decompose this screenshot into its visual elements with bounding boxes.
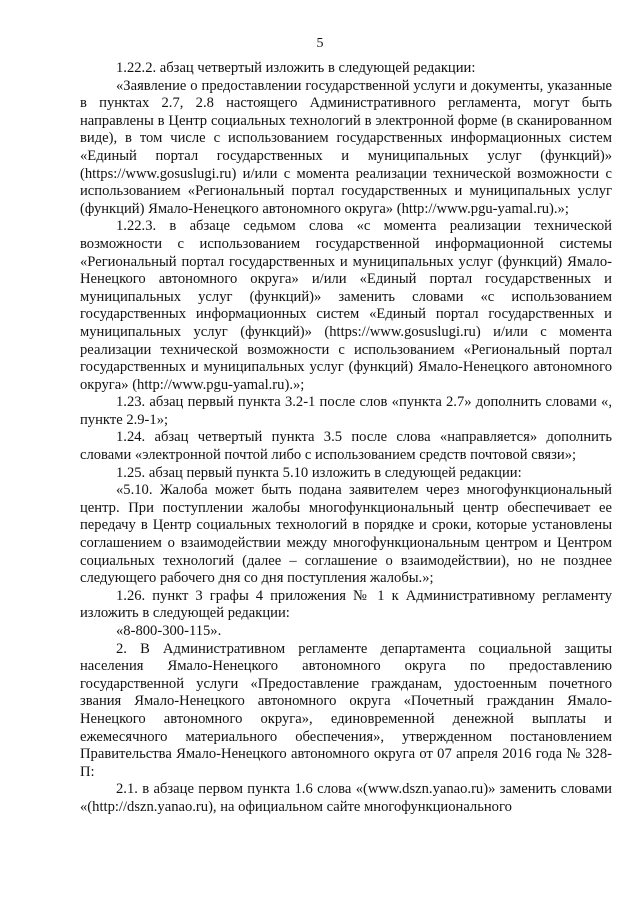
paragraph-5-10-quote: «5.10. Жалоба может быть подана заявителем через многофункциональный центр. При поступлении жалобы многофункциональный центр обеспечивает ее передачу в Центр социальных технологий в порядке и сроки, которые установлены соглашением о взаимодействии между многофункциональным центром и Центром социальных технологий (далее – соглашение о взаимодействии), но не позднее следующего рабочего дня со дня поступления жалобы.»; <box>80 482 612 587</box>
paragraph-1-24: 1.24. абзац четвертый пункта 3.5 после слова «направляется» дополнить словами «электронной почтой либо с использованием средств почтовой связи»; <box>80 429 612 464</box>
document-body <box>80 60 612 817</box>
paragraph-application-quote: «Заявление о предоставлении государственной услуги и документы, указанные в пунктах 2.7, 2.8 настоящего Административного регламента, могут быть направлены в Центр социальных технологий в электронной форме (в сканированном виде), в том числе с использованием государственных информационных систем «Единый портал государственных и муниципальных услуг (функций)» (https://www.gosuslugi.ru) и/или с момента реализации технической возможности с использованием «Региональный портал государственных и муниципальных услуг (функций) Ямало-Ненецкого автономного округа» (http://www.pgu-yamal.ru).»; <box>80 77 612 217</box>
paragraph-2: 2. В Административном регламенте департамента социальной защиты населения Ямало-Ненецкого автономного округа по предоставлению государственной услуги «Предоставление гражданам, удостоенным почетного звания Ямало-Ненецкого автономного округа «Почетный гражданин Ямало-Ненецкого автономного округа», единовременной денежной выплаты и ежемесячного материального обеспечения», утвержденном постановлением Правительства Ямало-Ненецкого автономного округа от 07 апреля 2016 года № 328-П: <box>80 640 612 780</box>
paragraph-1-23: 1.23. абзац первый пункта 3.2-1 после слов «пункта 2.7» дополнить словами «, пункте 2.9-1»; <box>80 394 612 428</box>
paragraph-1-22-2: 1.22.2. абзац четвертый изложить в следующей редакции: <box>116 60 476 76</box>
paragraph-1-26: 1.26. пункт 3 графы 4 приложения № 1 к Административному регламенту изложить в следующей редакции: <box>80 587 612 622</box>
paragraph-phone-quote: «8-800-300-115». <box>116 623 222 639</box>
page-number: 5 <box>316 36 324 51</box>
paragraph-1-25: 1.25. абзац первый пункта 5.10 изложить в следующей редакции: <box>116 464 522 481</box>
paragraph-1-22-3: 1.22.3. в абзаце седьмом слова «с момента реализации технической возможности с использованием государственной информационной системы «Региональный портал государственных и муниципальных услуг (функций) Ямало-Ненецкого автономного округа» и/или «Единый портал государственных и муниципальных услуг (функций)» заменить словами «с использованием государственных информационных систем «Единый портал государственных и муниципальных услуг (функций)» (https://www.gosuslugi.ru) и/или с момента реализации технической возможности с использованием «Региональный портал государственных и муниципальных услуг (функций) Ямало-Ненецкого автономного округа» (http://www.pgu-yamal.ru).»; <box>80 218 612 393</box>
paragraph-2-1: 2.1. в абзаце первом пункта 1.6 слова «(www.dszn.yanao.ru)» заменить словами «(http://dszn.yanao.ru), на официальном сайте многофункционального <box>80 781 612 815</box>
